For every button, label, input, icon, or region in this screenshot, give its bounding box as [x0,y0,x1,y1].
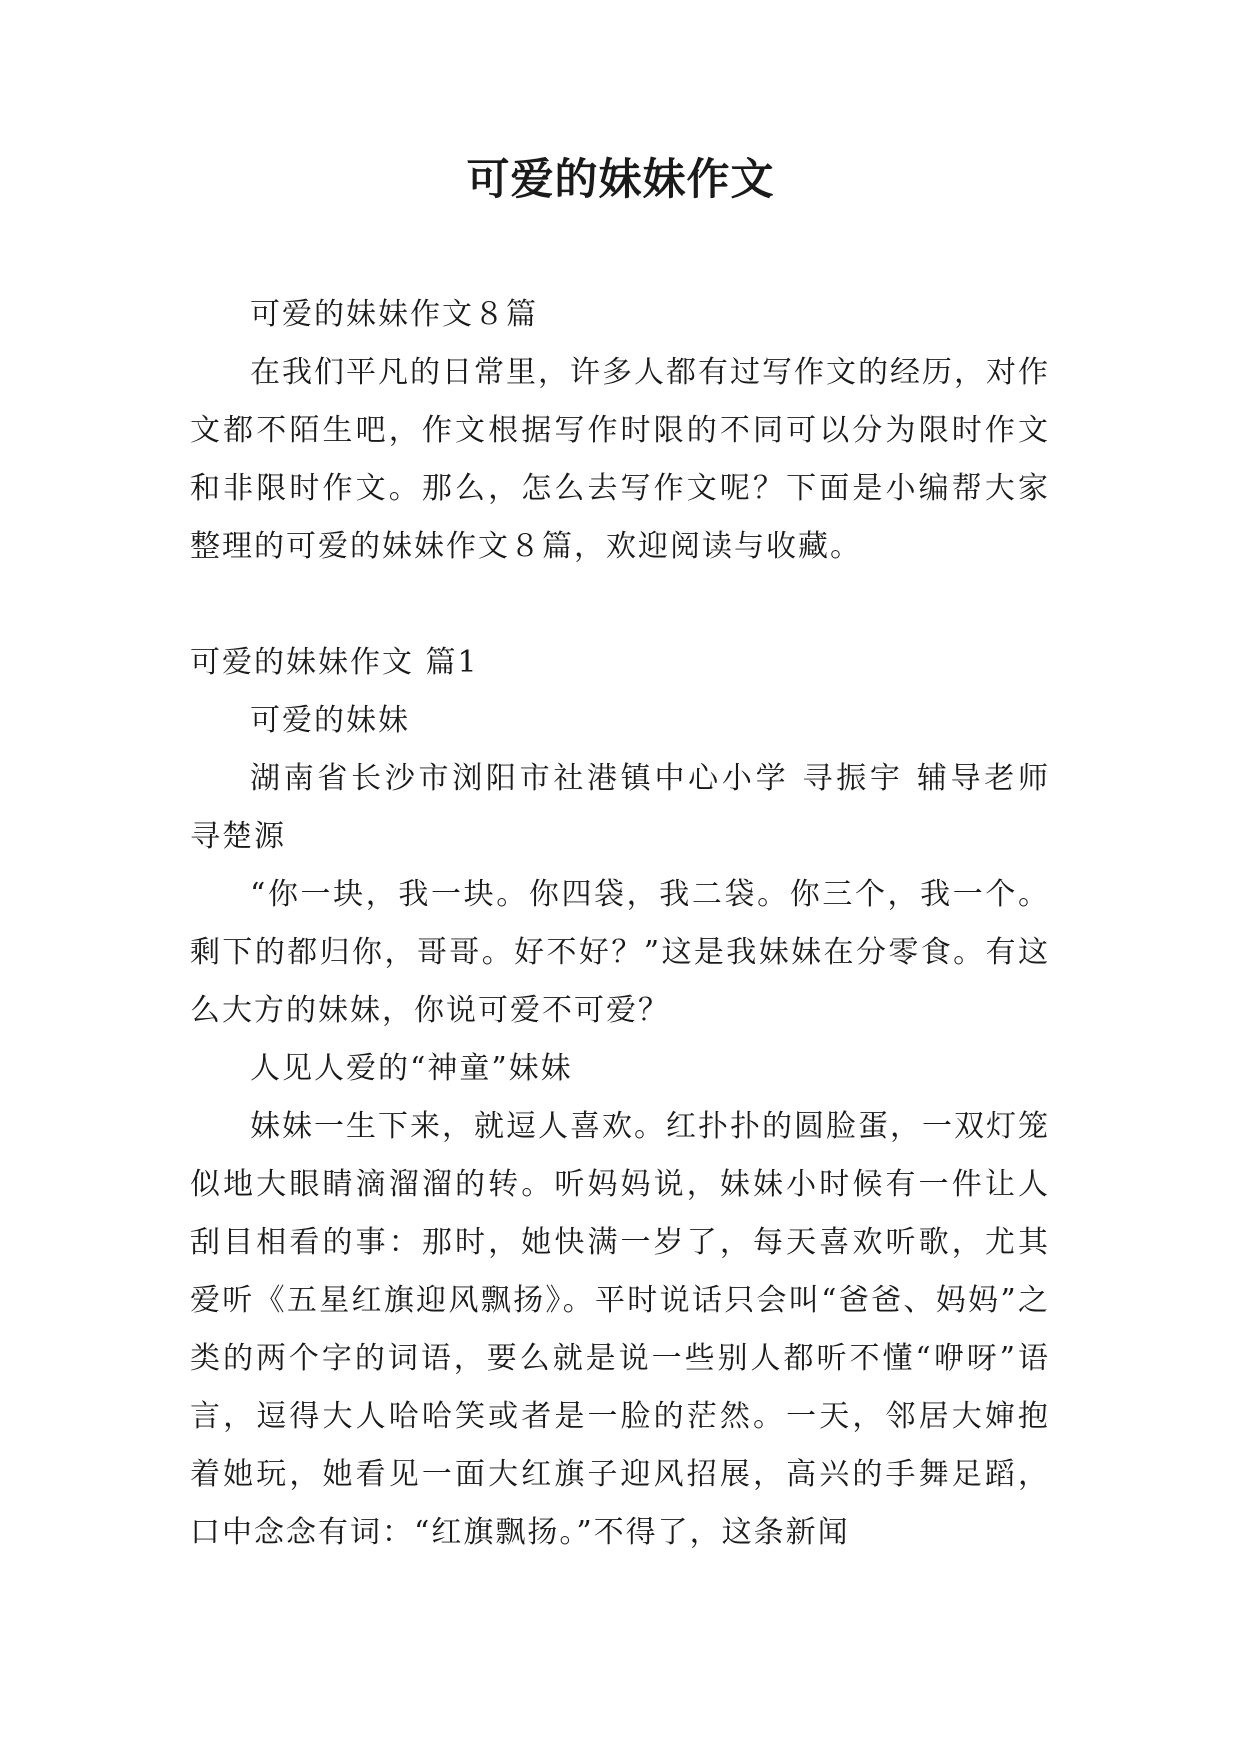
body-subheading: 人见人爱的“神童”妹妹 [250,1051,573,1086]
section-spacer [190,576,1050,634]
author-line: 湖南省长沙市浏阳市社港镇中心小学 寻振宇 辅导老师 寻楚源 [190,761,1050,854]
body-paragraph: 妹妹一生下来，就逗人喜欢。红扑扑的圆脸蛋，一双灯笼似地大眼睛滴溜溜的转。听妈妈说，妹妹小时候有一件让人刮目相看的事：那时，她快满一岁了，每天喜欢听歌，尤其爱听《五星红旗迎风飘扬》。平时说话只会叫“爸爸、妈妈”之类的两个字的词语，要么就是说一些别人都听不懂“咿呀”语言，逗得大人哈哈笑或者是一脸的茫然。一天，邻居大婶抱着她玩，她看见一面大红旗子迎风招展，高兴的手舞足蹈，口中念念有词：“红旗飘扬。”不得了，这条新闻 [190,1109,1050,1550]
section-heading: 可爱的妹妹作文 篇1 [190,645,479,680]
document-subtitle: 可爱的妹妹作文８篇 [250,297,538,332]
document-body [190,286,1050,1562]
essay-title: 可爱的妹妹 [250,703,410,738]
body-paragraph: “你一块，我一块。你四袋，我二袋。你三个，我一个。剩下的都归你，哥哥。好不好？”这是我妹妹在分零食。有这么大方的妹妹，你说可爱不可爱？ [190,877,1050,1028]
document-title: 可爱的妹妹作文 [466,155,775,205]
intro-paragraph: 在我们平凡的日常里，许多人都有过写作文的经历，对作文都不陌生吧，作文根据写作时限的不同可以分为限时作文和非限时作文。那么，怎么去写作文呢？下面是小编帮大家整理的可爱的妹妹作文８篇，欢迎阅读与收藏。 [190,355,1050,564]
